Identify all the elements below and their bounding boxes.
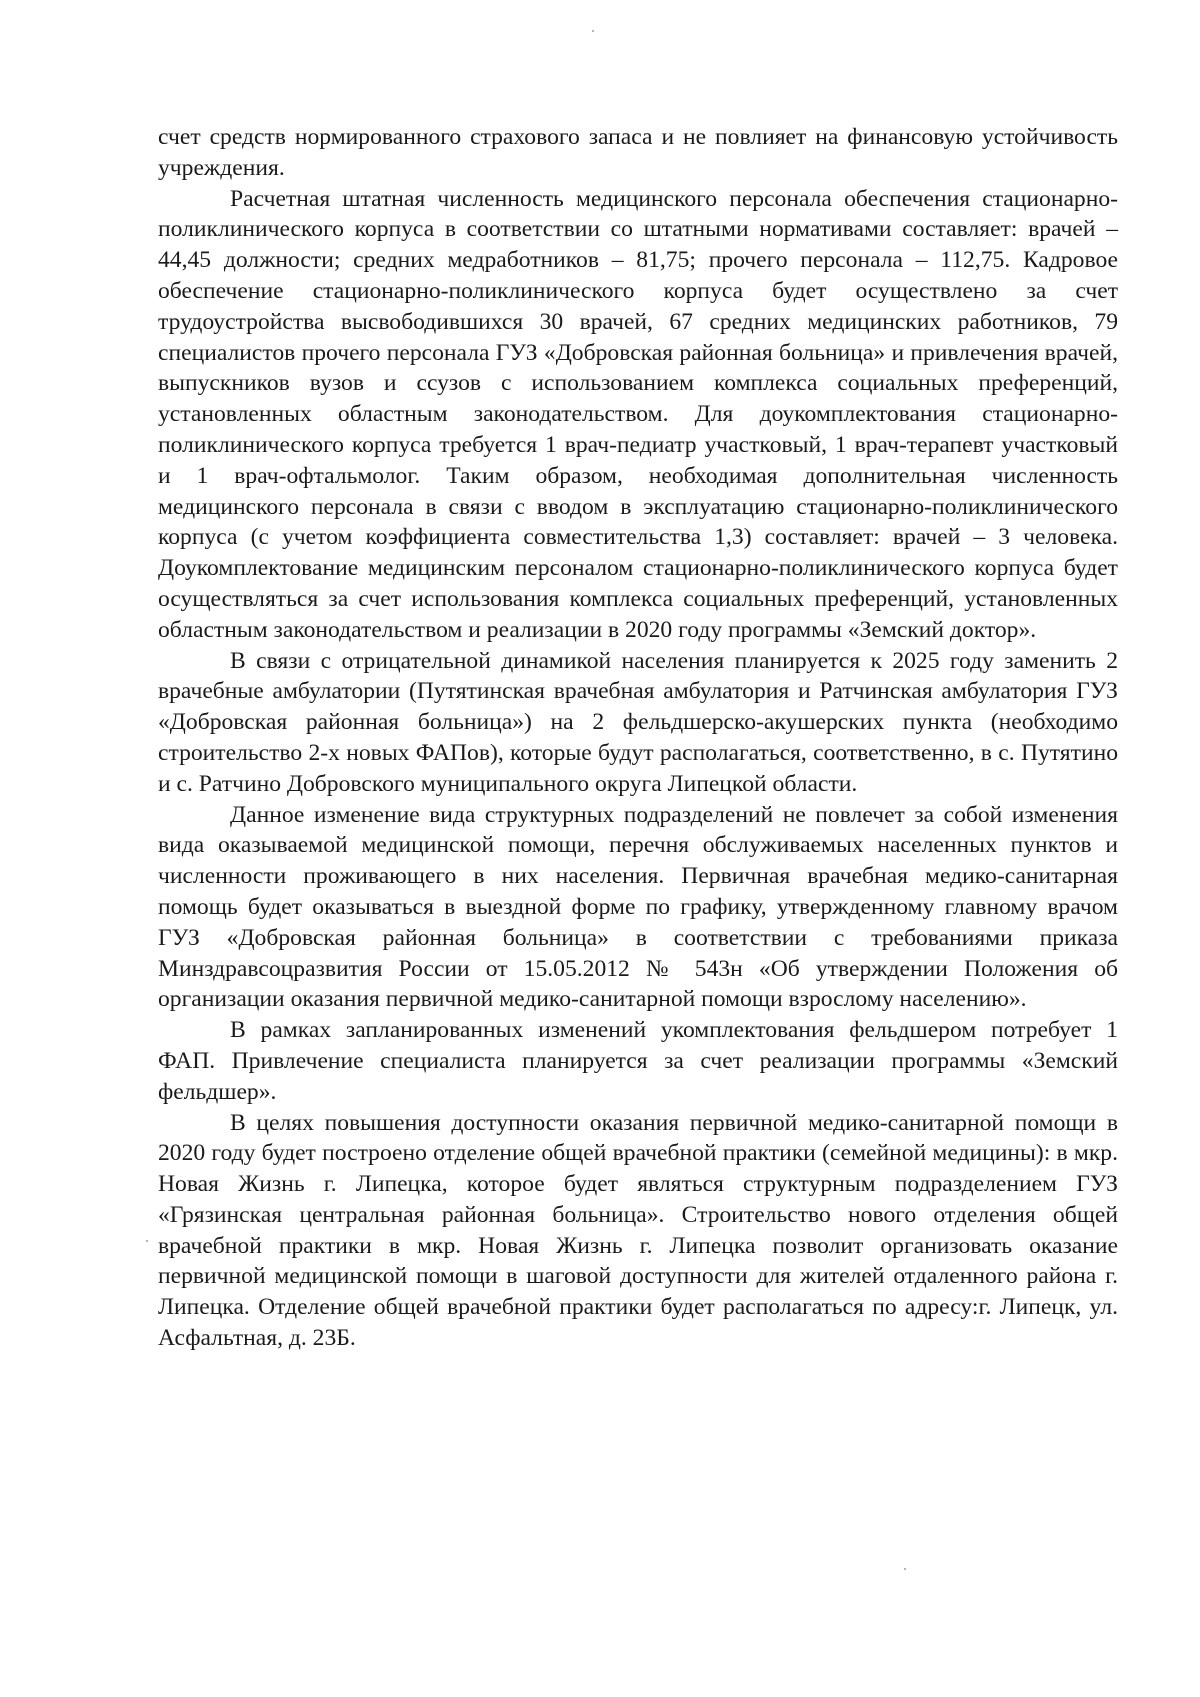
paragraph-general-practice: В целях повышения доступности оказания первичной медико-санитарной помощи в 2020 году будет построено отделение общей врачебной практики (семейной медицины): в мкр. Новая Жизнь г. Липецка, которое будет являться структурным подразделением ГУЗ «Грязинская центральная районная больница». Строительство нового отделения общей врачебной практики в мкр. Новая Жизнь г. Липецка позволит организовать оказание первичной медицинской помощи в шаговой доступности для жителей отдаленного района г. Липецка. Отделение общей врачебной практики будет располагаться по адресу:г. Липецк, ул. Асфальтная, д. 23Б.	[158, 1109, 1118, 1352]
paragraph-ambulatories: В связи с отрицательной динамикой населения планируется к 2025 году заменить 2 врачебные амбулатории (Путятинская врачебная амбулатория и Ратчинская амбулатория ГУЗ «Добровская районная больница») на 2 фельдшерско-акушерских пункта (необходимо строительство 2-х новых ФАПов), которые будут располагаться, соответственно, в с. Путятино и с. Ратчино Добровского муниципального округа Липецкой области.	[158, 647, 1118, 797]
scan-speck	[904, 1568, 906, 1570]
paragraph-staffing: Расчетная штатная численность медицинского персонала обеспечения стационарно-поликлинического корпуса в соответствии со штатными нормативами составляет: врачей – 44,45 должности; средних медработников – 81,75; прочего персонала – 112,75. Кадровое обеспечение стационарно-поликлинического корпуса будет осуществлено за счет трудоустройства высвободившихся 30 врачей, 67 средних медицинских работников, 79 специалистов прочего персонала ГУЗ «Добровская районная больница» и привлечения врачей, выпускников вузов и ссузов с использованием комплекса социальных преференций, установленных областным законодательством. Для доукомплектования стационарно-поликлинического корпуса требуется 1 врач-педиатр участковый, 1 врач-терапевт участковый и 1 врач-офтальмолог. Таким образом, необходимая дополнительная численность медицинского персонала в связи с вводом в эксплуатацию стационарно-поликлинического корпуса (с учетом коэффициента совместительства 1,3) составляет: врачей – 3 человека. Доукомплектование медицинским персоналом стационарно-поликлинического корпуса будет осуществляться за счет использования комплекса социальных преференций, установленных областным законодательством и реализации в 2020 году программы «Земский доктор».	[158, 185, 1118, 643]
scan-speck	[146, 1240, 148, 1242]
paragraph-paramedic: В рамках запланированных изменений укомплектования фельдшером потребует 1 ФАП. Привлечение специалиста планируется за счет реализации программы «Земский фельдшер».	[158, 1017, 1118, 1105]
paragraph-structural-change: Данное изменение вида структурных подразделений не повлечет за собой изменения вида оказываемой медицинской помощи, перечня обслуживаемых населенных пунктов и численности проживающего в них населения. Первичная врачебная медико-санитарная помощь будет оказываться в выездной форме по графику, утвержденному главному врачом ГУЗ «Добровская районная больница» в соответствии с требованиями приказа Минздравсоцразвития России от 15.05.2012 № 543н «Об утверждении Положения об организации оказания первичной медико-санитарной помощи взрослому населению».	[158, 801, 1118, 1013]
document-body	[158, 122, 1118, 1354]
paragraph-continuation: счет средств нормированного страхового запаса и не повлияет на финансовую устойчивость учреждения.	[158, 124, 1118, 181]
scan-speck	[592, 30, 594, 32]
